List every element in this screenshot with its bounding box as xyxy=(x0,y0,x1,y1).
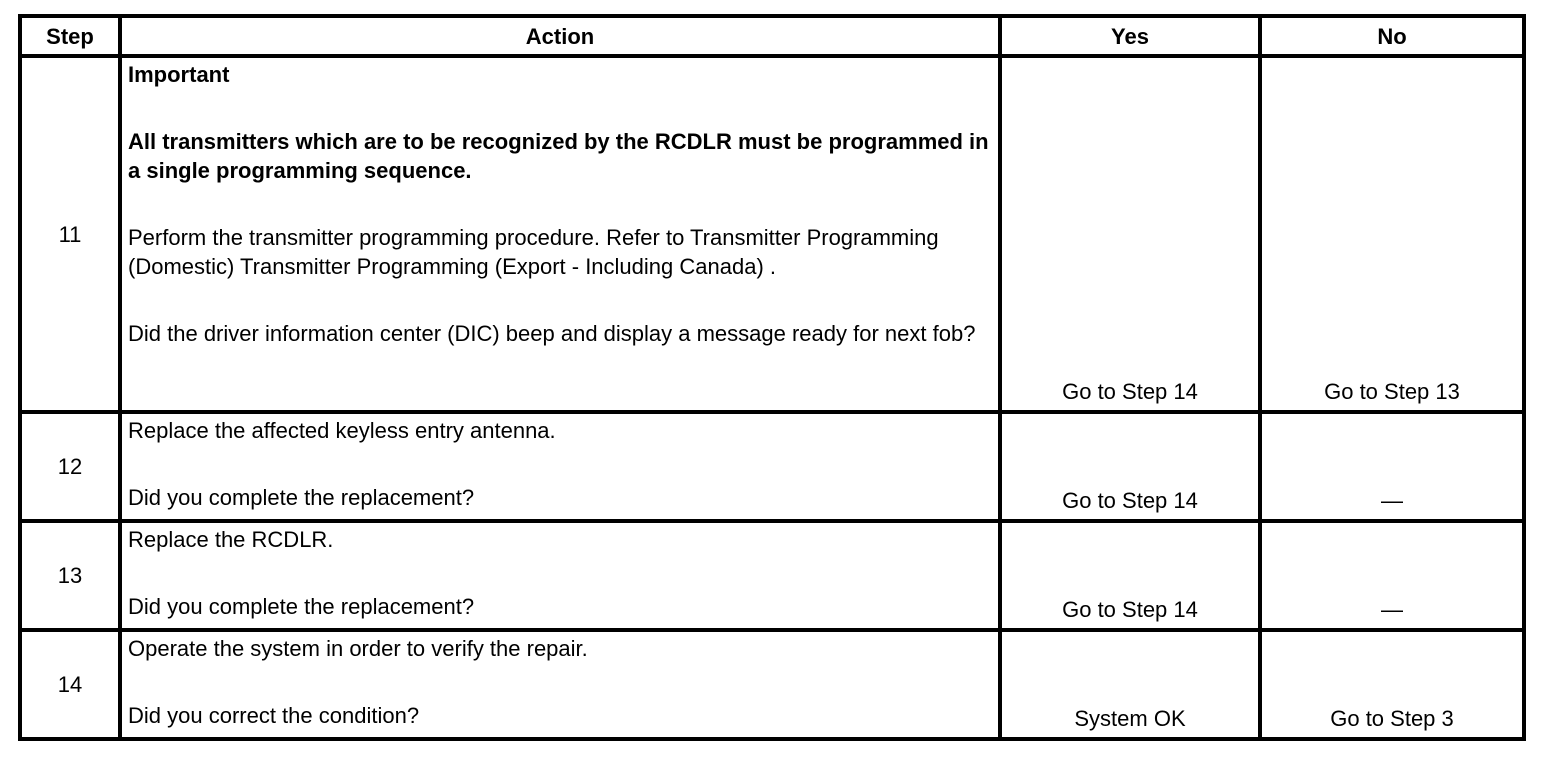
action-text: Replace the affected keyless entry antenna. xyxy=(128,418,556,443)
step-number: 11 xyxy=(20,56,120,412)
header-step: Step xyxy=(20,16,120,56)
table-row-step-12 xyxy=(20,412,1524,521)
important-label: Important xyxy=(128,62,230,87)
step-number: 13 xyxy=(20,521,120,630)
question-text: Did you complete the replacement? xyxy=(128,594,475,619)
important-text: All transmitters which are to be recognized by the RCDLR must be programmed in a single programming sequence. xyxy=(128,129,989,183)
no-result: — xyxy=(1260,521,1524,630)
action-text: Operate the system in order to verify the repair. xyxy=(128,636,588,661)
table-row-step-13 xyxy=(20,521,1524,630)
action-text: Perform the transmitter programming procedure. Refer to Transmitter Programming (Domestic) Transmitter Programming (Export - Including Canada) . xyxy=(128,225,939,279)
yes-result: Go to Step 14 xyxy=(1000,412,1260,521)
no-result: — xyxy=(1260,412,1524,521)
step-number: 14 xyxy=(20,630,120,739)
table-row-step-11 xyxy=(20,56,1524,412)
header-yes: Yes xyxy=(1000,16,1260,56)
no-result: Go to Step 3 xyxy=(1260,630,1524,739)
diagnostic-table xyxy=(18,14,1526,741)
question-text: Did you complete the replacement? xyxy=(128,485,475,510)
action-cell xyxy=(120,56,1000,412)
yes-result: Go to Step 14 xyxy=(1000,521,1260,630)
action-cell xyxy=(120,412,1000,521)
no-result: Go to Step 13 xyxy=(1260,56,1524,412)
action-cell xyxy=(120,630,1000,739)
step-number: 12 xyxy=(20,412,120,521)
header-no: No xyxy=(1260,16,1524,56)
header-row xyxy=(20,16,1524,56)
question-text: Did you correct the condition? xyxy=(128,703,420,728)
yes-result: Go to Step 14 xyxy=(1000,56,1260,412)
action-cell xyxy=(120,521,1000,630)
yes-result: System OK xyxy=(1000,630,1260,739)
table-row-step-14 xyxy=(20,630,1524,739)
question-text: Did the driver information center (DIC) beep and display a message ready for next fob? xyxy=(128,321,976,346)
action-text: Replace the RCDLR. xyxy=(128,527,334,552)
header-action: Action xyxy=(120,16,1000,56)
